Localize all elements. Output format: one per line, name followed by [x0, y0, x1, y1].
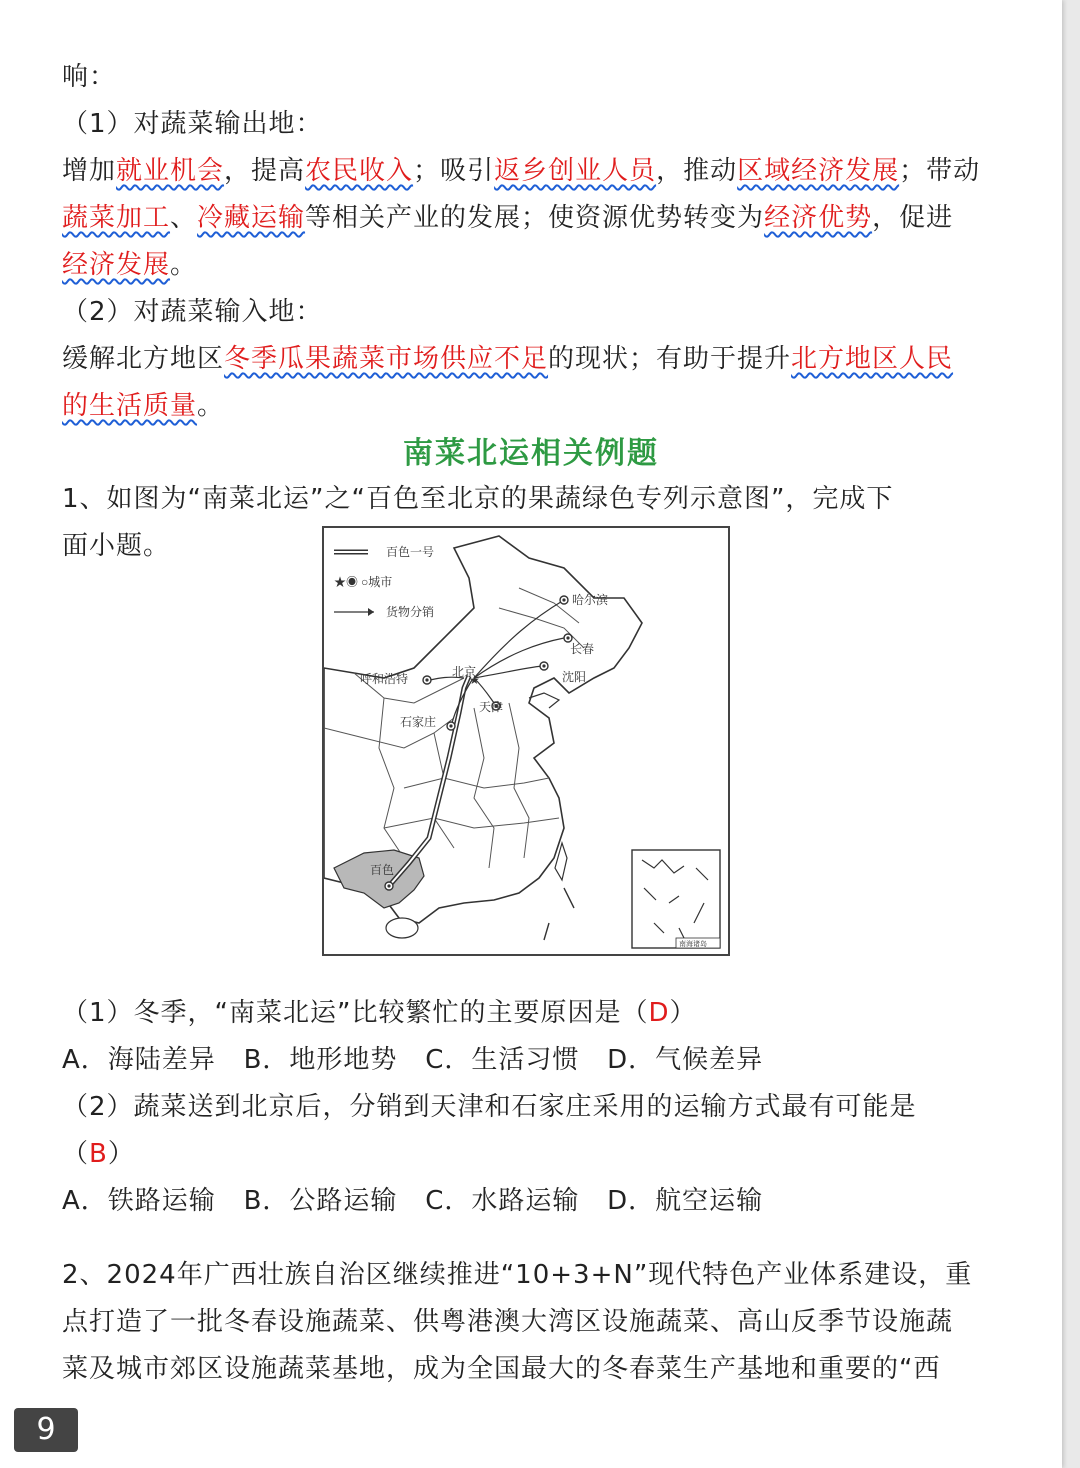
text-fragment: ；吸引 — [413, 156, 495, 186]
highlight-term: 经济发展 — [62, 250, 171, 280]
highlight-term: 冷藏运输 — [197, 203, 306, 233]
subquestion-2-answer — [62, 1131, 135, 1178]
city-dot — [387, 884, 390, 887]
text-fragment: 增加 — [62, 156, 117, 186]
city-dot — [566, 636, 569, 639]
highlight-term: 北方地区人民 — [791, 344, 954, 374]
city-label-beijing: 北京 — [452, 665, 477, 679]
china-map-figure — [322, 526, 730, 956]
hainan-island — [386, 918, 418, 938]
intro-line: 响： — [62, 62, 117, 92]
text-fragment: ，提高 — [224, 156, 306, 186]
text-fragment: ，促进 — [872, 203, 954, 233]
legend-arrow-head — [368, 608, 374, 616]
highlight-term: 的生活质量 — [62, 391, 198, 421]
answer-letter: B — [89, 1139, 108, 1169]
text-fragment: 缓解北方地区 — [62, 344, 225, 374]
text-fragment: ） — [669, 998, 697, 1028]
city-label-changchun: 长春 — [570, 642, 595, 656]
answer-letter: D — [648, 998, 670, 1028]
input-line-2 — [62, 383, 224, 430]
city-dot — [425, 678, 428, 681]
legend-distribution-label: 货物分销 — [386, 605, 435, 619]
text-fragment: ） — [107, 1139, 135, 1169]
output-line-2 — [62, 195, 953, 242]
text-fragment: ，推动 — [656, 156, 738, 186]
text-fragment: 等相关产业的发展；使资源优势转变为 — [305, 203, 765, 233]
text-fragment: 的现状；有助于提升 — [548, 344, 792, 374]
beijing-star-icon: ★ — [469, 673, 480, 687]
question-2-line-2: 点打造了一批冬春设施蔬菜、供粤港澳大湾区设施蔬菜、高山反季节设施蔬 — [62, 1307, 954, 1337]
text-fragment: 。 — [197, 391, 225, 421]
highlight-term: 冬季瓜果蔬菜市场供应不足 — [224, 344, 549, 374]
subquestion-2-options: A．铁路运输 B．公路运输 C．水路运输 D．航空运输 — [62, 1186, 764, 1216]
subquestion-1 — [62, 990, 697, 1037]
text-fragment: （ — [62, 1139, 90, 1169]
subquestion-text: （1）冬季，“南菜北运”比较繁忙的主要原因是（ — [62, 998, 649, 1028]
city-dot — [542, 664, 545, 667]
input-line-1 — [62, 336, 953, 383]
highlight-term: 就业机会 — [116, 156, 225, 186]
question-2-line-3: 菜及城市郊区设施蔬菜基地，成为全国最大的冬春菜生产基地和重要的“西 — [62, 1354, 941, 1384]
city-label-tianjin: 天津 — [479, 700, 504, 714]
highlight-term: 农民收入 — [305, 156, 414, 186]
page-number-badge: 9 — [14, 1408, 78, 1452]
legend-city-label: ★◉ ○城市 — [334, 575, 393, 589]
highlight-term: 经济优势 — [764, 203, 873, 233]
city-dot — [449, 724, 452, 727]
subquestion-2: （2）蔬菜送到北京后，分销到天津和石家庄采用的运输方式最有可能是 — [62, 1092, 917, 1122]
highlight-term: 返乡创业人员 — [494, 156, 657, 186]
highlight-term: 蔬菜加工 — [62, 203, 171, 233]
inset-label: 南海诸岛 — [679, 940, 707, 948]
text-fragment: ；带动 — [899, 156, 981, 186]
question-1-stem-line-1: 1、如图为“南菜北运”之“百色至北京的果蔬绿色专列示意图”，完成下 — [62, 484, 894, 514]
map-svg — [324, 528, 728, 954]
city-dot — [562, 598, 565, 601]
section-title: 南菜北运相关例题 — [403, 436, 659, 471]
city-label-hohhot: 呼和浩特 — [360, 672, 409, 686]
input-heading: （2）对蔬菜输入地： — [62, 297, 323, 327]
question-1-stem-line-2: 面小题。 — [62, 531, 171, 561]
text-fragment: 、 — [170, 203, 198, 233]
output-heading: （1）对蔬菜输出地： — [62, 109, 323, 139]
sea-boundary — [544, 888, 574, 940]
output-line-1 — [62, 148, 980, 195]
text-fragment: 。 — [170, 250, 198, 280]
output-line-3 — [62, 242, 197, 289]
question-2-line-1: 2、2024年广西壮族自治区继续推进“10+3+N”现代特色产业体系建设，重 — [62, 1260, 973, 1290]
city-label-harbin: 哈尔滨 — [572, 593, 609, 607]
city-label-shenyang: 沈阳 — [562, 670, 587, 684]
city-label-baise: 百色 — [370, 863, 395, 877]
legend-route-label: 百色一号 — [386, 545, 435, 559]
highlight-term: 区域经济发展 — [737, 156, 900, 186]
south-china-sea-inset — [632, 850, 720, 948]
subquestion-1-options: A．海陆差异 B．地形地势 C．生活习惯 D．气候差异 — [62, 1045, 764, 1075]
city-label-shijiazhuang: 石家庄 — [400, 715, 437, 729]
